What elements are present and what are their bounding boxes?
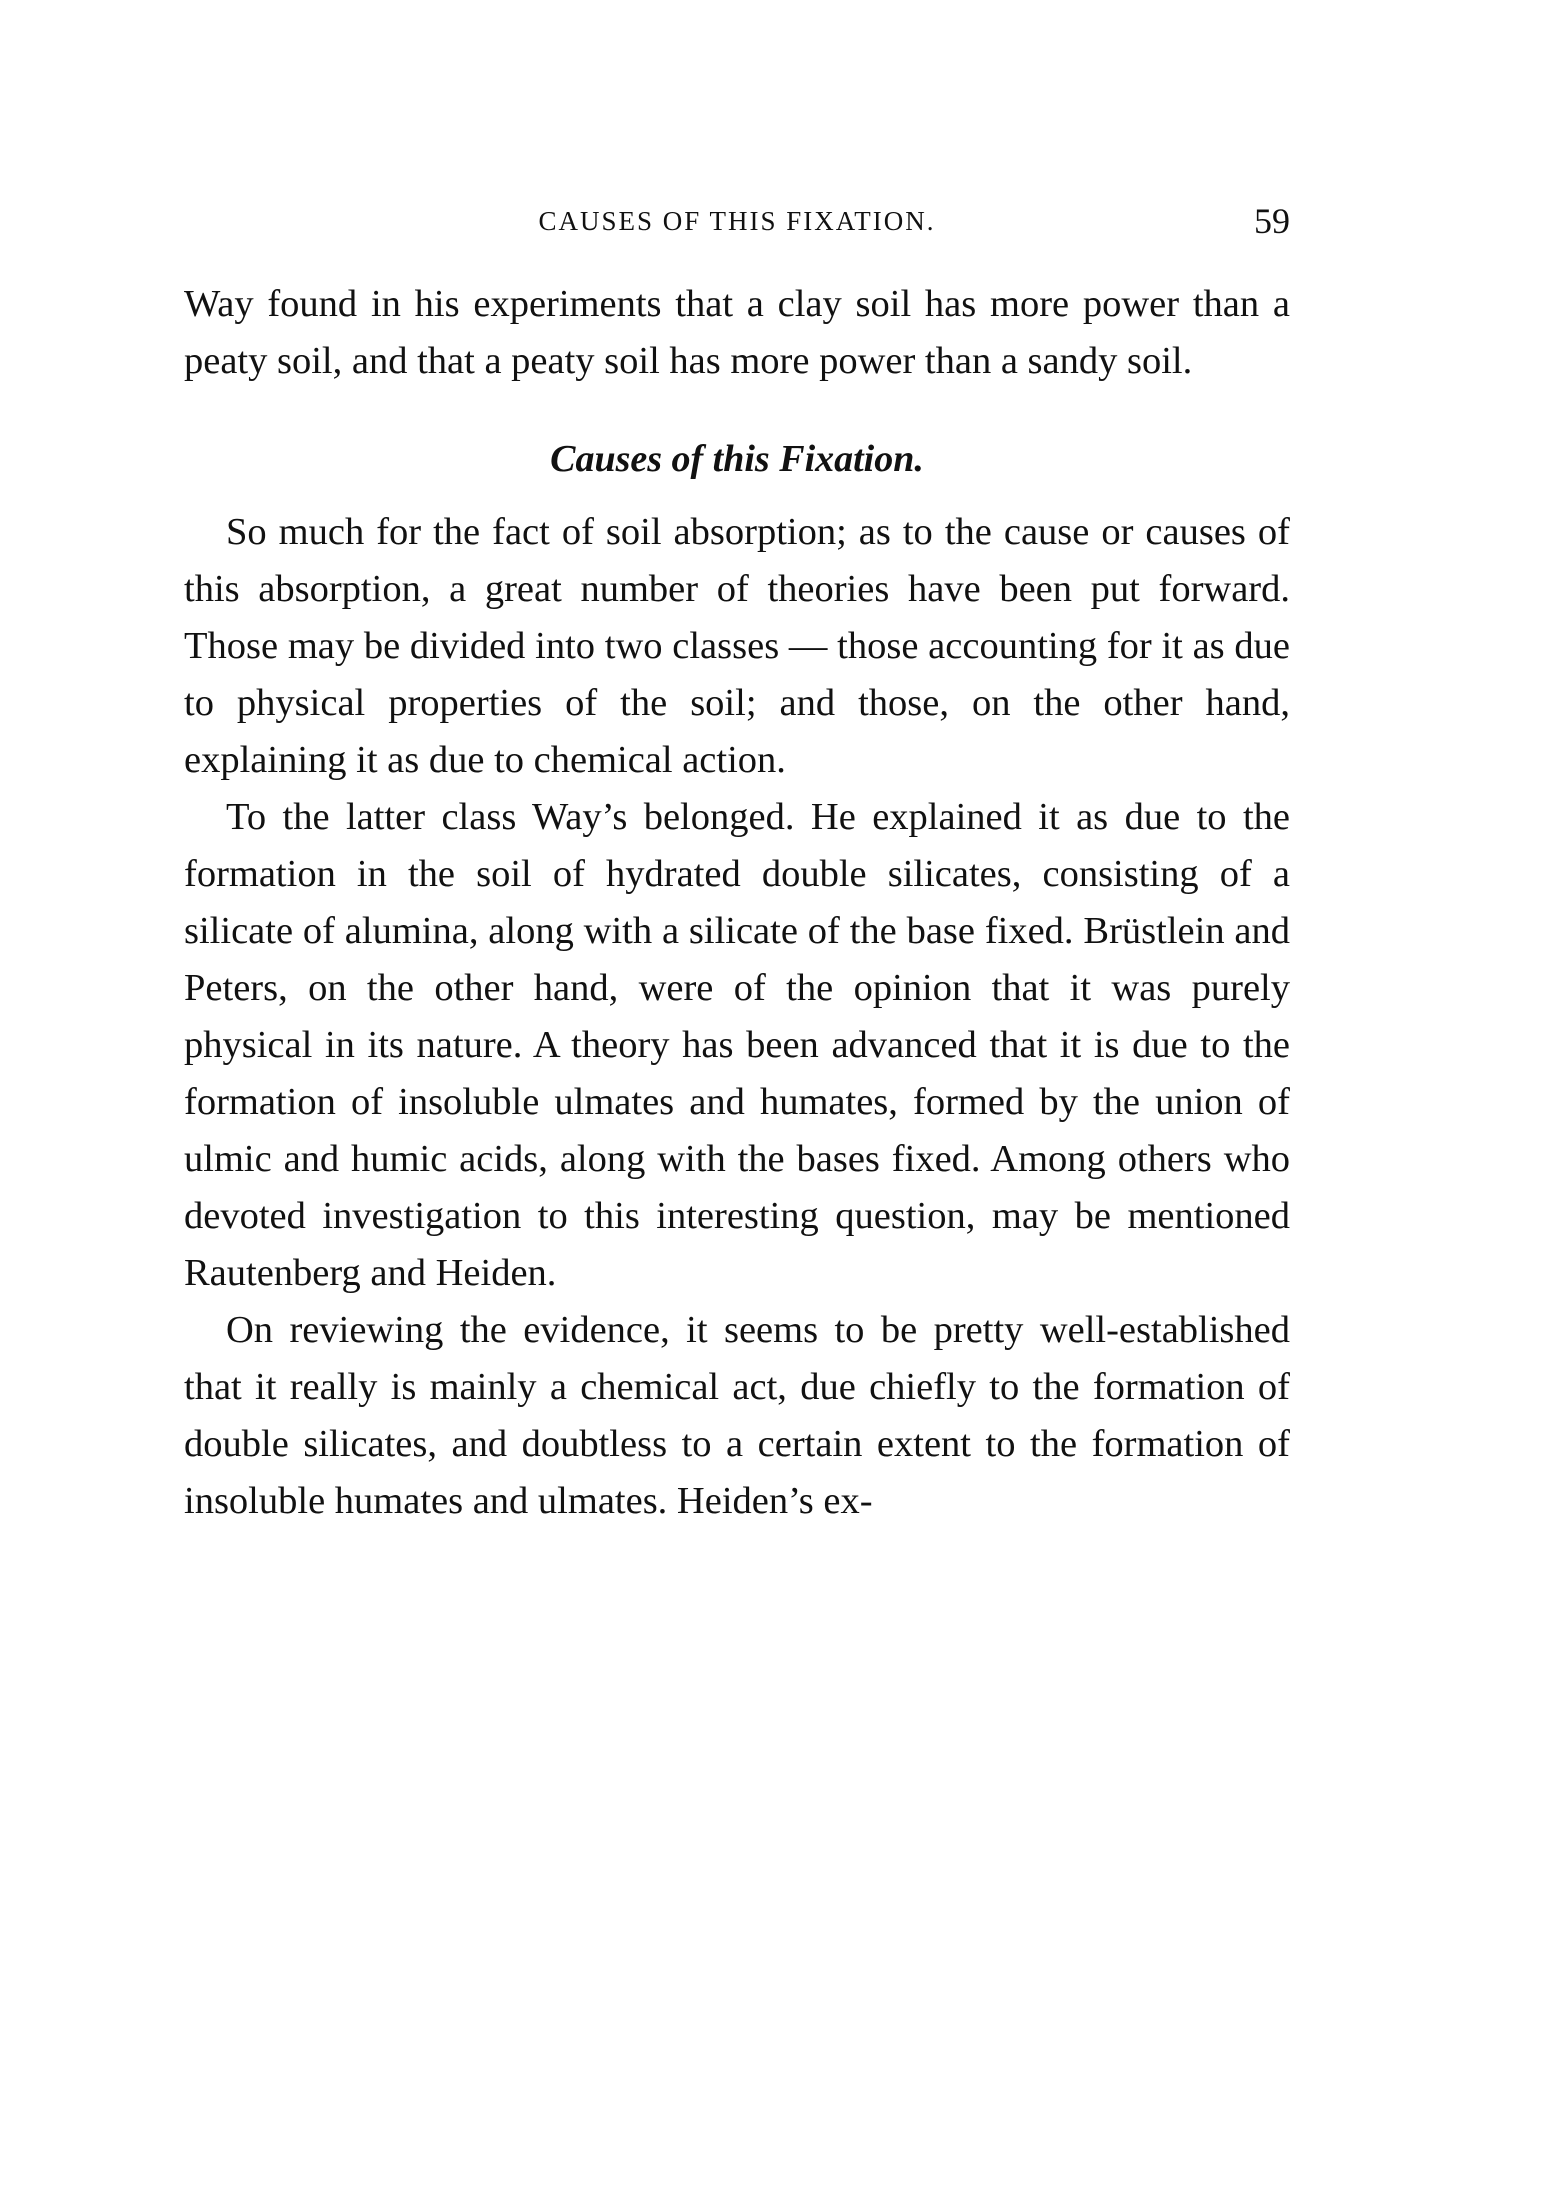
section-heading: Causes of this Fixation. xyxy=(550,438,924,480)
paragraph-way-experiments: Way found in his experiments that a clay soil has more power than a peaty soil, and that a peaty soil has more power than a sandy soil. xyxy=(184,283,1290,382)
body-text xyxy=(184,276,1290,1530)
page-number: 59 xyxy=(1254,201,1290,241)
running-head xyxy=(184,196,1290,246)
paragraph-soil-absorption: So much for the fact of soil absorption; as to the cause or causes of this absorption, a great number of theories have been put forward. Those may be divided into two classes — those accounting for it as due to physical properties of the soil; and those, on the other hand, explaining it as due to chemical action. xyxy=(184,511,1290,781)
paragraph-evidence: On reviewing the evidence, it seems to be pretty well-established that it really is mainly a chemical act, due chiefly to the formation of double silicates, and doubtless to a certain extent to the formation of insoluble humates and ulmates. Heiden’s ex- xyxy=(184,1309,1290,1522)
paragraph-theories: To the latter class Way’s belonged. He explained it as due to the formation in the soil of hydrated double silicates, consisting of a silicate of alumina, along with a silicate of the base fixed. Brüstlein and Peters, on the other hand, were of the opinion that it was purely physical in its nature. A theory has been advanced that it is due to the formation of insoluble ulmates and humates, formed by the union of ulmic and humic acids, along with the bases fixed. Among others who devoted investigation to this interesting question, may be mentioned Rautenberg and Heiden. xyxy=(184,796,1290,1294)
running-title: CAUSES OF THIS FIXATION. xyxy=(538,206,936,236)
